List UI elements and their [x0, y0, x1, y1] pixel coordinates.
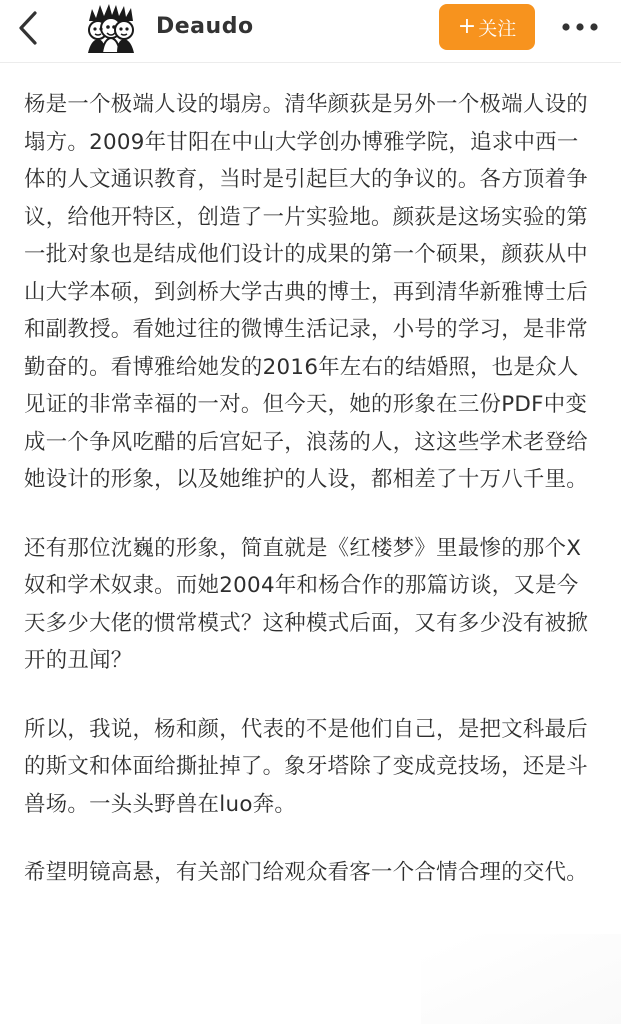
avatar[interactable] [83, 3, 139, 53]
avatar-cartoon-icon [83, 3, 139, 53]
post-paragraph-3: 所以，我说，杨和颜，代表的不是他们自己，是把文科最后的斯文和体面给撕扯掉了。象牙塔除了变成竞技场，还是斗兽场。一头头野兽在luo奔。 [24, 716, 588, 817]
chevron-left-icon [10, 8, 50, 48]
more-button[interactable] [558, 10, 602, 44]
top-bar [0, 0, 621, 62]
corner-fade [421, 934, 621, 1024]
post-body [24, 86, 598, 923]
plus-icon: + [457, 14, 477, 39]
follow-button[interactable] [439, 4, 535, 50]
post-paragraph-1: 杨是一个极端人设的塌房。清华颜荻是另外一个极端人设的塌方。2009年甘阳在中山大学创办博雅学院，追求中西一体的人文通识教育，当时是引起巨大的争议的。各方顶着争议，给他开特区，创造了一片实验地。颜荻是这场实验的第一批对象也是结成他们设计的成果的第一个硕果，颜荻从中山大学本硕，到剑桥大学古典的博士，再到清华新雅博士后和副教授。看她过往的微博生活记录，小号的学习，是非常勤奋的。看博雅给她发的2016年左右的结婚照，也是众人见证的非常幸福的一对。但今天，她的形象在三份PDF中变成一个争风吃醋的后宫妃子，浪荡的人，这这些学术老登给她设计的形象，以及她维护的人设，都相差了十万八千里。 [24, 92, 588, 492]
post-paragraph-4: 希望明镜高悬，有关部门给观众看客一个合情合理的交代。 [24, 860, 588, 885]
back-button[interactable] [10, 8, 50, 48]
header-divider [0, 62, 621, 63]
username[interactable]: Deaudo [156, 14, 254, 39]
follow-label: 关注 [478, 17, 517, 40]
more-dots-icon [558, 10, 602, 44]
post-paragraph-2: 还有那位沈巍的形象，简直就是《红楼梦》里最惨的那个X奴和学术奴隶。而她2004年和杨合作的那篇访谈，又是今天多少大佬的惯常模式？这种模式后面，又有多少没有被掀开的丑闻？ [24, 535, 588, 673]
